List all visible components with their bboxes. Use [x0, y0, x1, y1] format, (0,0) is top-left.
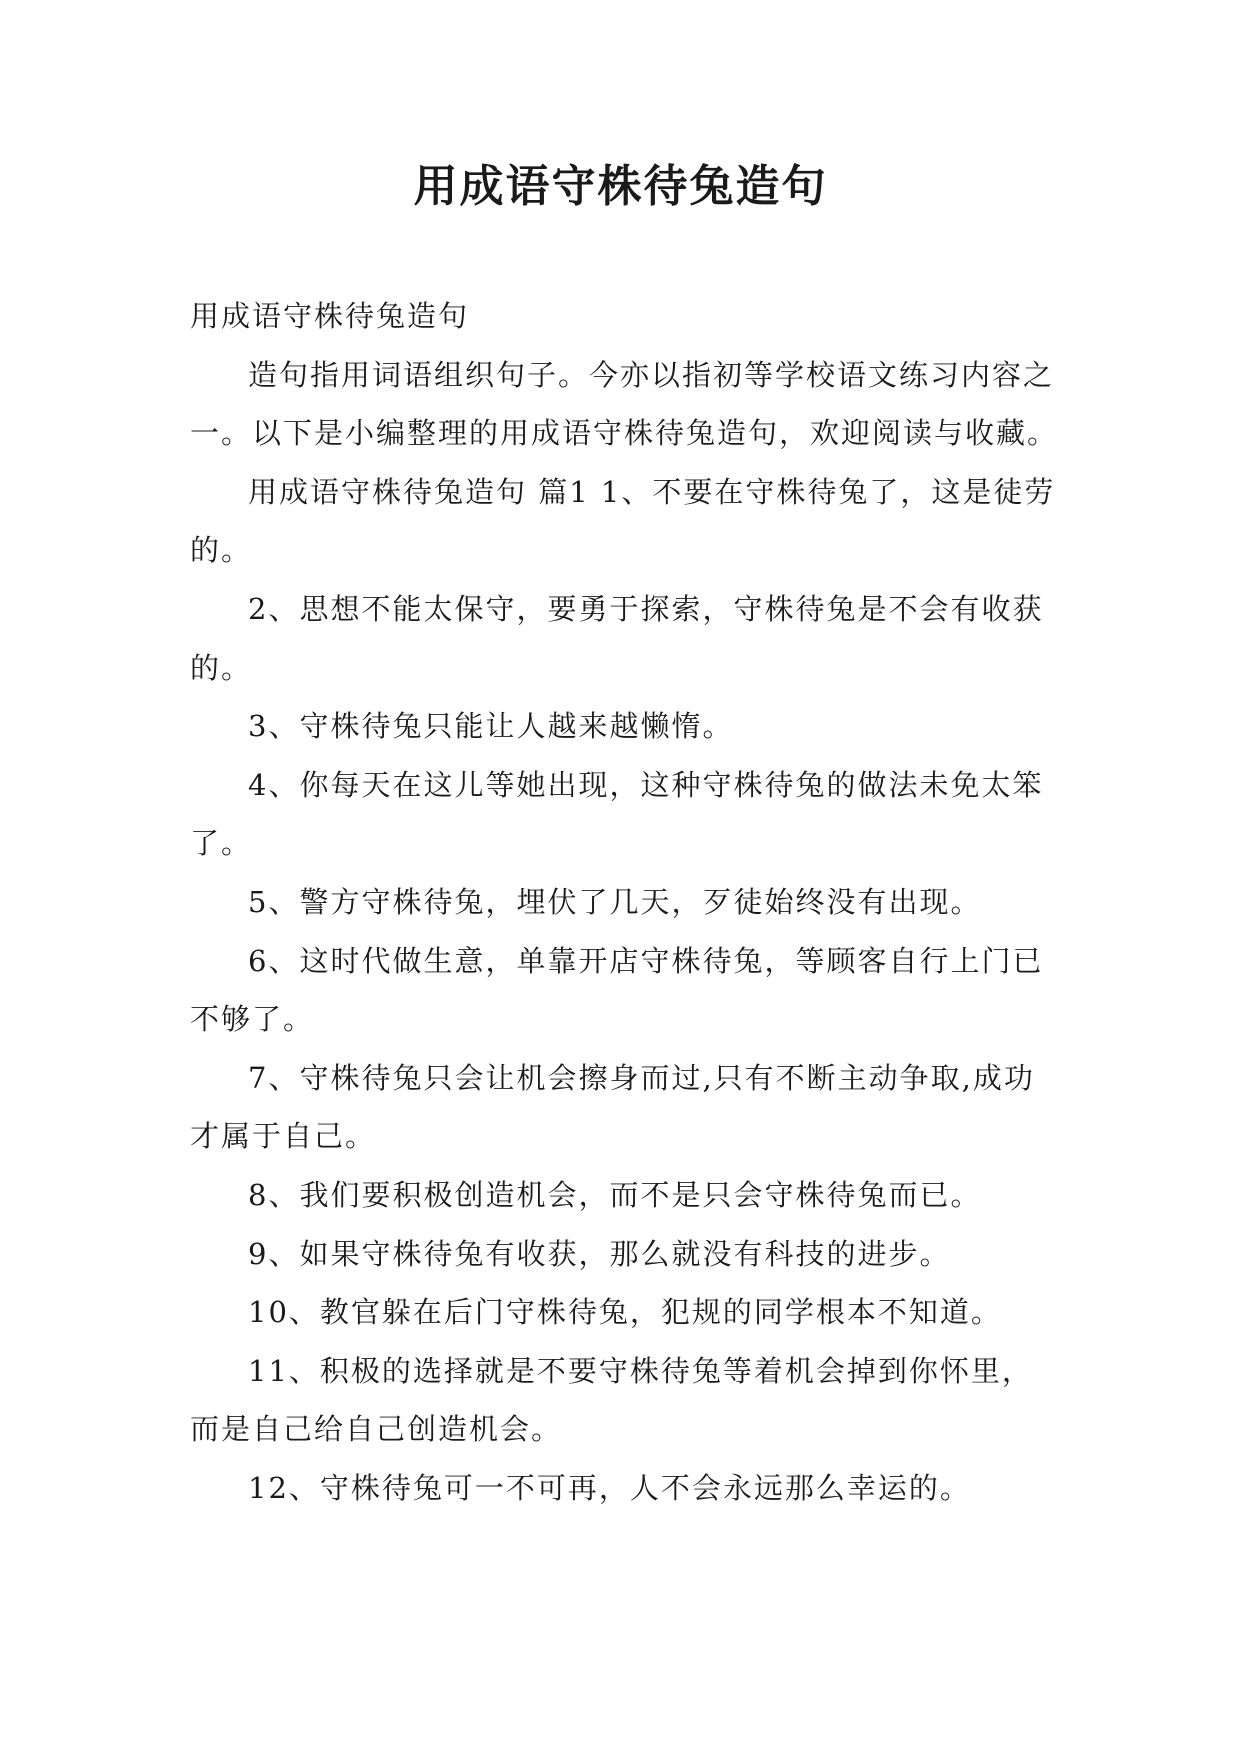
document-body [190, 287, 1060, 1517]
sentence-paragraph: 2、思想不能太保守，要勇于探索，守株待兔是不会有收获的。 [190, 591, 1044, 685]
sentence-paragraph: 8、我们要积极创造机会，而不是只会守株待兔而已。 [248, 1177, 982, 1212]
sentence-paragraph: 5、警方守株待兔，埋伏了几天，歹徒始终没有出现。 [248, 884, 982, 919]
sentence-paragraph: 用成语守株待兔造句 篇1 1、不要在守株待兔了，这是徒劳的。 [190, 474, 1056, 568]
subtitle-paragraph: 用成语守株待兔造句 [190, 299, 470, 333]
sentence-paragraph: 4、你每天在这儿等她出现，这种守株待兔的做法未免太笨了。 [190, 767, 1044, 861]
sentence-paragraph: 12、守株待兔可一不可再，人不会永远那么幸运的。 [248, 1470, 971, 1505]
sentence-paragraph: 10、教官躲在后门守株待兔，犯规的同学根本不知道。 [248, 1295, 1002, 1330]
sentence-paragraph: 3、守株待兔只能让人越来越懒惰。 [248, 709, 734, 744]
sentence-paragraph: 6、这时代做生意，单靠开店守株待兔，等顾客自行上门已不够了。 [190, 943, 1044, 1037]
sentence-paragraph: 7、守株待兔只会让机会擦身而过,只有不断主动争取,成功才属于自己。 [190, 1060, 1035, 1154]
intro-paragraph: 造句指用词语组织句子。今亦以指初等学校语文练习内容之一。以下是小编整理的用成语守株待兔造句，欢迎阅读与收藏。 [190, 357, 1059, 451]
sentence-paragraph: 9、如果守株待兔有收获，那么就没有科技的进步。 [248, 1236, 951, 1271]
sentence-paragraph: 11、积极的选择就是不要守株待兔等着机会掉到你怀里，而是自己给自己创造机会。 [190, 1353, 1033, 1447]
document-title: 用成语守株待兔造句 [413, 161, 828, 212]
